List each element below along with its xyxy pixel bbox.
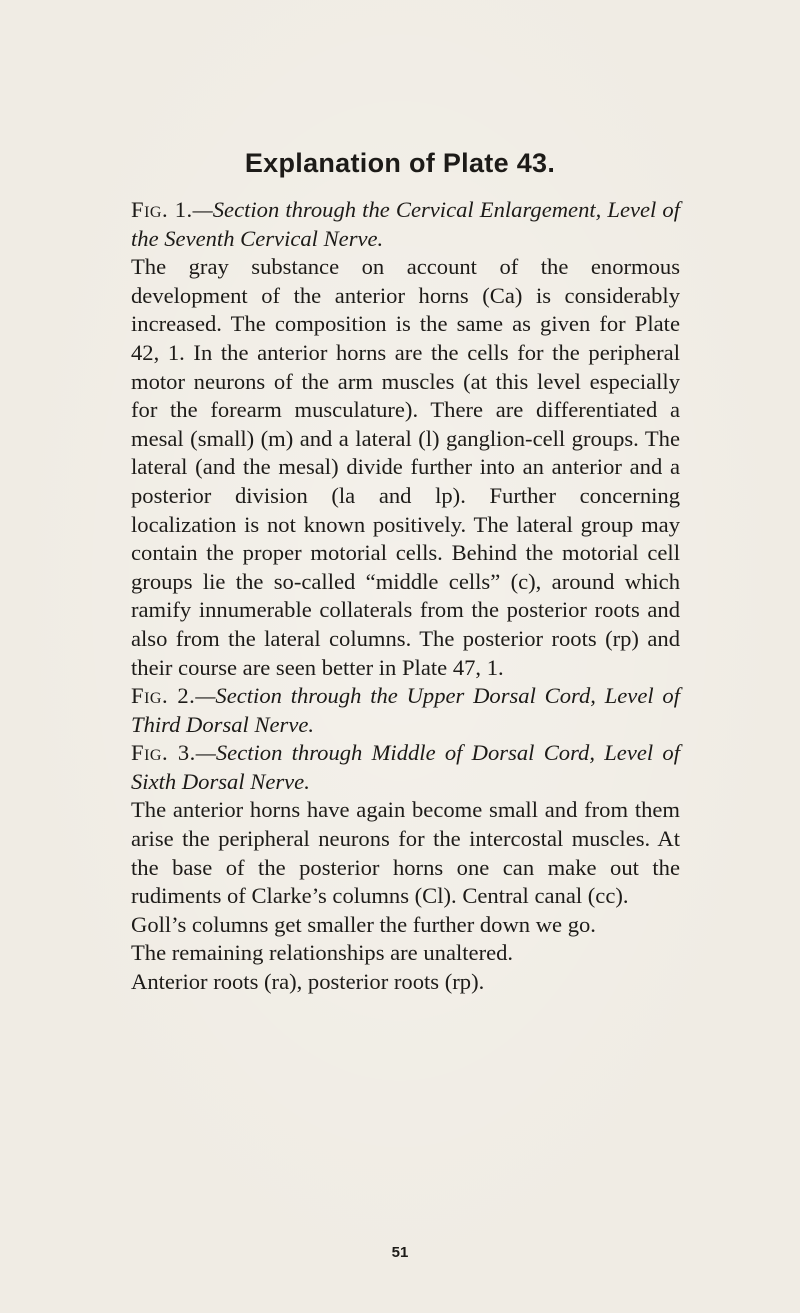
- body-text: [131, 196, 680, 997]
- fig3-paragraph-3: The remaining relationships are unaltered.: [131, 940, 514, 966]
- fig1-paragraph: The gray substance on account of the enormous development of the anterior horns (Ca) is considerably increased. The composition is the same as given for Plate 42, 1. In the anterior horns are the cells for the peripheral motor neurons of the arm muscles (at this level especially for the forearm musculature). There are differentiated a mesal (small) (m) and a lateral (l) ganglion-cell groups. The lateral (and the mesal) divide further into an anterior and a posterior division (la and lp). Further concerning localization is not known positively. The lateral group may contain the proper motorial cells. Behind the motorial cell groups lie the so-called “middle cells” (c), around which ramify innumerable collaterals from the posterior roots and also from the lateral columns. The posterior roots (rp) and their course are seen better in Plate 47, 1.: [131, 254, 680, 680]
- fig1-title-line: [131, 196, 680, 253]
- fig3-title-line: [131, 739, 680, 796]
- fig3-paragraph-4: Anterior roots (ra), posterior roots (rp).: [131, 969, 485, 995]
- page-number: 51: [391, 1244, 409, 1261]
- fig3-title: —Section through Middle of Dorsal Cord, Level of Sixth Dorsal Nerve.: [131, 740, 680, 794]
- plate-heading: Explanation of Plate 43.: [244, 148, 556, 178]
- fig2-title-line: [131, 682, 680, 739]
- fig3-paragraph-2: Goll’s columns get smaller the further down we go.: [131, 911, 596, 937]
- fig1-title: —Section through the Cervical Enlargement, Level of the Seventh Cervical Nerve.: [131, 197, 680, 251]
- fig2-label: Fig. 2.: [131, 683, 196, 709]
- fig1-label: Fig. 1.: [131, 197, 193, 222]
- fig3-paragraph: The anterior horns have again become small and from them arise the peripheral neurons for the intercostal muscles. At the base of the posterior horns one can make out the rudiments of Clarke’s columns (Cl). Central canal (cc).: [131, 797, 680, 909]
- fig3-label: Fig. 3.: [131, 740, 196, 766]
- fig2-title: —Section through the Upper Dorsal Cord, Level of Third Dorsal Nerve.: [131, 683, 680, 737]
